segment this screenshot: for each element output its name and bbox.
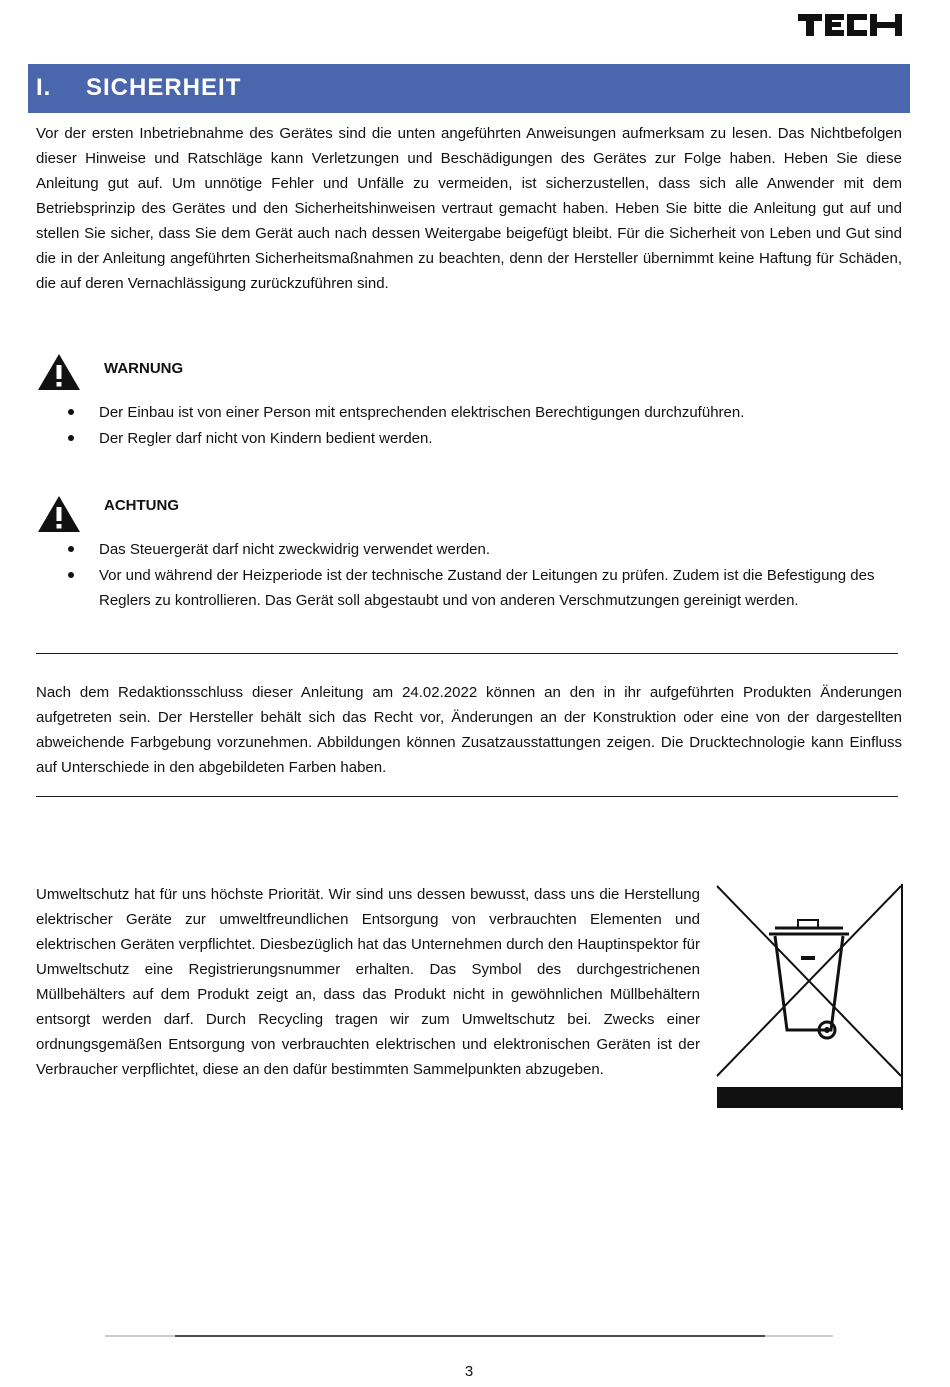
- environment-paragraph: Umweltschutz hat für uns höchste Priorität. Wir sind uns dessen bewusst, dass uns die Herstellung elektrischer Geräte zur umweltfreundlichen Entsorgung von verbrauchten Elementen und elektrischen Geräten verpflichtet. Diesbezüglich hat das Unternehmen durch den Hauptinspektor für Umweltschutz eine Registrierungsnummer erhalten. Das Symbol des durchgestrichenen Müllbehälters auf dem Produkt zeigt an, dass das Produkt nicht in gewöhnlichen Müllbehältern entsorgt werden darf. Durch Recycling tragen wir zum Umweltschutz bei. Zwecks einer ordnungsgemäßen Entsorgung von verbrauchten elektrischen und elektronischen Geräten ist der Verbraucher verpflichtet, diese an den dafür bestimmten Sammelpunkten abzugeben.: [36, 886, 700, 1078]
- intro-paragraph: Vor der ersten Inbetriebnahme des Gerätes sind die unten angeführten Anweisungen aufmerksam zu lesen. Das Nichtbefolgen dieser Hinweise und Ratschläge kann Verletzungen und Beschädigungen des Gerätes zur Folge haben. Heben Sie diese Anleitung gut auf. Um unnötige Fehler und Unfälle zu vermeiden, ist sicherzustellen, dass sich alle Anwender mit dem Betriebsprinzip des Gerätes und den Sicherheitshinweisen vertraut gemacht haben. Heben Sie bitte die Anleitung gut auf und stellen Sie sicher, dass Sie dem Gerät auch nach dessen Weitergabe beigefügt bleibt. Für die Sicherheit von Leben und Gut sind die in der Anleitung angeführten Sicherheitsmaßnahmen zu beachten, denn der Hersteller übernimmt keine Haftung für Schäden, die auf deren Vernachlässigung zurückzuführen sind.: [36, 125, 902, 292]
- crossed-out-wheelie-bin-icon: [715, 884, 905, 1110]
- warning-triangle-icon: [37, 495, 81, 533]
- divider: [36, 796, 898, 797]
- caution-heading: ACHTUNG: [104, 497, 179, 514]
- divider: [36, 653, 898, 654]
- list-item: Der Regler darf nicht von Kindern bedient werden.: [36, 426, 906, 451]
- list-item: Vor und während der Heizperiode ist der technische Zustand der Leitungen zu prüfen. Zudem ist die Befestigung des Reglers zu kontrollieren. Das Gerät soll abgestaubt und von anderen Verschmutzungen gereinigt werden.: [36, 563, 906, 613]
- warning-heading: WARNUNG: [104, 360, 184, 377]
- section-title: SICHERHEIT: [86, 74, 242, 101]
- section-header: [28, 64, 910, 113]
- revision-notice: Nach dem Redaktionsschluss dieser Anleitung am 24.02.2022 können an den in ihr aufgeführten Produkten Änderungen aufgetreten sein. Der Hersteller behält sich das Recht vor, Änderungen an der Konstruktion oder eine von der dargestellten abweichende Farbgebung vorzunehmen. Abbildungen können Zusatzausstattungen zeigen. Die Drucktechnologie kann Einfluss auf Unterschiede in den abgebildeten Farben haben.: [36, 684, 902, 776]
- tech-logo: [798, 12, 904, 38]
- warning-list: [36, 400, 906, 452]
- warning-triangle-icon: [37, 353, 81, 391]
- section-number: I.: [36, 74, 52, 101]
- footer-rule: [105, 1335, 833, 1337]
- list-item: Das Steuergerät darf nicht zweckwidrig verwendet werden.: [36, 537, 906, 562]
- list-item: Der Einbau ist von einer Person mit entsprechenden elektrischen Berechtigungen durchzuführen.: [36, 400, 906, 425]
- caution-list: [36, 537, 906, 614]
- page-number: 3: [464, 1363, 474, 1380]
